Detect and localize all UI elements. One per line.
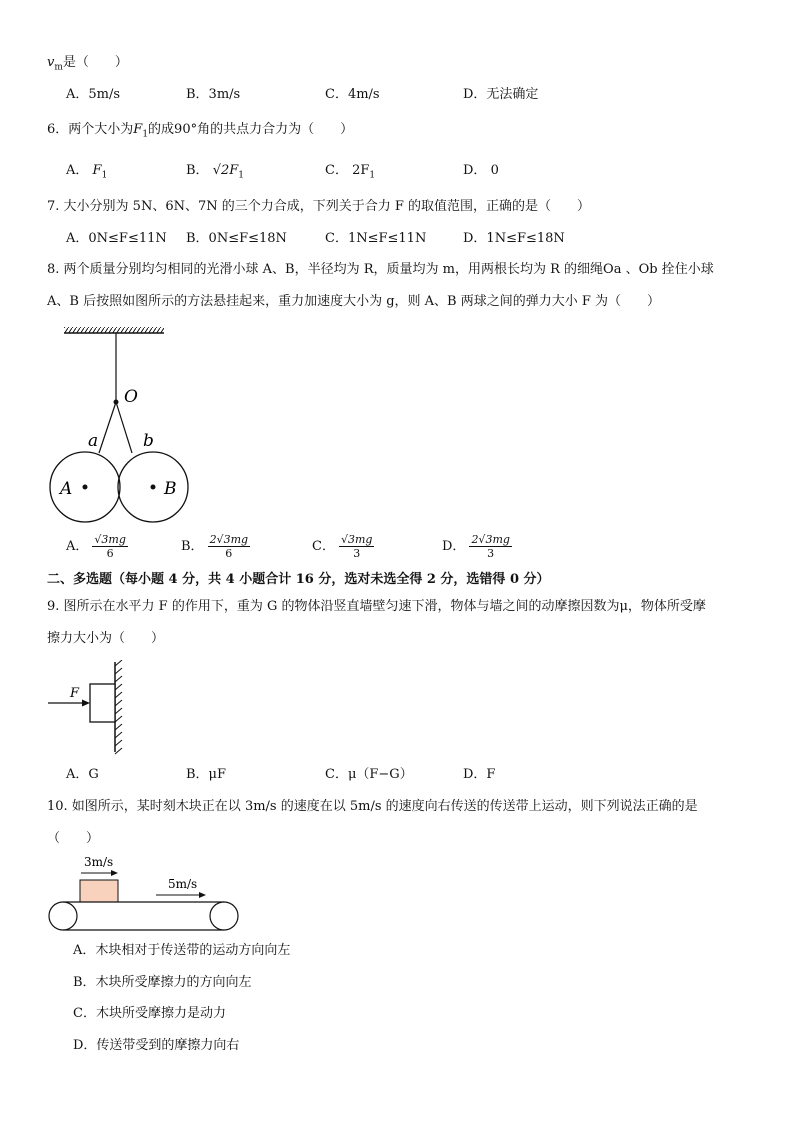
label-force: F [70, 686, 80, 701]
q7-option-a[interactable]: A．0N≤F≤11N [66, 231, 167, 246]
q9-stem-line1: 9. 图所示在水平力 F 的作用下，重为 G 的物体沿竖直墙壁匀速下滑，物体与墙之间的动摩擦因数为μ，物体所受摩 [47, 599, 706, 614]
label-ball-b: B [164, 479, 177, 499]
q7-stem: 7. 大小分别为 5N、6N、7N 的三个力合成，下列关于合力 F 的取值范围，正确的是（ ） [47, 199, 591, 214]
q8-stem-line2: A、B 后按照如图所示的方法悬挂起来，重力加速度大小为 g，则 A、B 两球之间的弹力大小 F 为（ ） [47, 294, 661, 309]
string-b [116, 402, 132, 453]
wooden-block [80, 880, 118, 902]
q5-option-b[interactable]: B．3m/s [186, 87, 241, 102]
label-o: O [124, 387, 138, 407]
label-belt-speed: 5m/s [168, 877, 198, 891]
ball-b-center [151, 485, 156, 490]
q7-option-b[interactable]: B．0N≤F≤18N [186, 231, 287, 246]
label-ball-a: A [60, 479, 73, 499]
block [90, 684, 115, 722]
q10-option-b[interactable]: B．木块所受摩擦力的方向向左 [73, 975, 252, 990]
q5-option-d[interactable]: D．无法确定 [463, 87, 539, 102]
label-b: b [143, 431, 154, 451]
q9-stem-line2: 擦力大小为（ ） [47, 631, 165, 646]
string-a [99, 402, 116, 453]
block-speed-arrowhead [111, 870, 118, 876]
q6-option-c[interactable]: C． $2F_1$ [325, 163, 376, 181]
q9-option-c[interactable]: C．μ（F−G） [325, 767, 413, 782]
q7-option-c[interactable]: C．1N≤F≤11N [325, 231, 427, 246]
q10-option-a[interactable]: A．木块相对于传送带的运动方向向左 [73, 943, 291, 958]
q8-option-d[interactable]: D． $\frac{2√3mg}{3}$ [442, 533, 510, 560]
q10-option-d[interactable]: D．传送带受到的摩擦力向右 [73, 1038, 240, 1053]
q6-option-b[interactable]: B． $√2F_1$ [186, 163, 245, 181]
roller-right [210, 902, 238, 930]
ball-a-center [83, 485, 88, 490]
belt-speed-arrowhead [199, 892, 206, 898]
q9-figure-wall-block [44, 660, 134, 756]
q6-option-d[interactable]: D． 0 [463, 163, 499, 178]
q10-figure-conveyor [44, 852, 244, 936]
q7-option-d[interactable]: D．1N≤F≤18N [463, 231, 565, 246]
ceiling-hatch [64, 327, 164, 333]
section2-heading: 二、多选题（每小题 4 分，共 4 小题合计 16 分，选对未选全得 2 分，选错得 0 分） [47, 572, 550, 587]
q10-stem-line1: 10. 如图所示，某时刻木块正在以 3m/s 的速度在以 5m/s 的速度向右传送的传送带上运动，则下列说法正确的是 [47, 799, 698, 814]
q5-option-a[interactable]: A．5m/s [66, 87, 121, 102]
q8-figure-hanging-balls [44, 322, 194, 527]
q8-option-a[interactable]: A． $\frac{√3mg}{6}$ [66, 533, 126, 560]
force-arrowhead [82, 700, 90, 707]
q6-option-a[interactable]: A． $F_1$ [66, 163, 108, 181]
label-a: a [88, 431, 99, 451]
roller-left [49, 902, 77, 930]
wall-hatch [115, 660, 122, 754]
q9-option-a[interactable]: A．G [66, 767, 99, 782]
q10-stem-line2: （ ） [47, 831, 100, 846]
q5-option-c[interactable]: C．4m/s [325, 87, 380, 102]
q5-stem: $v_m$是（ ） [47, 55, 128, 73]
q8-option-c[interactable]: C． $\frac{√3mg}{3}$ [312, 533, 373, 560]
q9-option-d[interactable]: D．F [463, 767, 496, 782]
q10-option-c[interactable]: C．木块所受摩擦力是动力 [73, 1006, 226, 1021]
label-block-speed: 3m/s [84, 855, 114, 869]
q9-option-b[interactable]: B．μF [186, 767, 227, 782]
q8-option-b[interactable]: B． $\frac{2√3mg}{6}$ [181, 533, 249, 560]
q8-stem-line1: 8. 两个质量分别均匀相同的光滑小球 A、B，半径均为 R，质量均为 m，用两根长均为 R 的细绳Oa 、Ob 拴住小球 [47, 262, 714, 277]
q6-stem: 6．两个大小为$F_1$的成90°角的共点力合力为（ ） [47, 122, 354, 140]
